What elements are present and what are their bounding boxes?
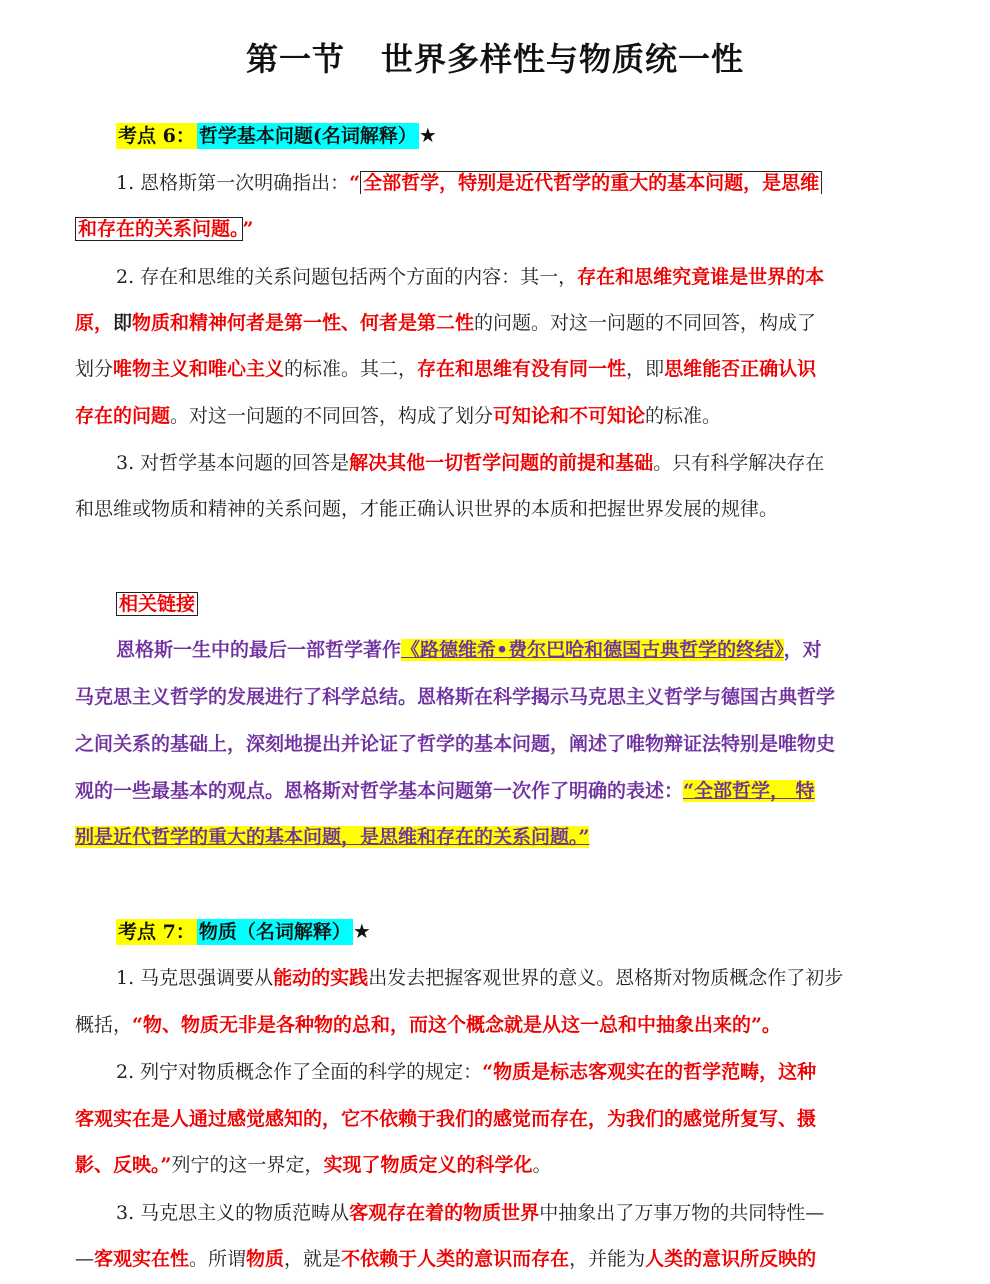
text: 。 [532, 1154, 552, 1176]
kaodian-7-heading [116, 916, 951, 947]
red-emphasis: 影、反映。” [75, 1154, 172, 1176]
related-link-line-1 [116, 635, 910, 665]
highlighted-quote: “全部哲学， 特 [683, 780, 815, 802]
paragraph-2-line-1 [116, 262, 910, 292]
text: 。只有科学解决存在 [653, 452, 825, 474]
section-name: 世界多样性与物质统一性 [381, 40, 745, 78]
red-emphasis: 存在和思维究竟谁是世界的本 [577, 266, 825, 288]
text: 2. 列宁对物质概念作了全面的科学的规定： [116, 1061, 483, 1083]
boxed-quote-part-1: 全部哲学，特别是近代哲学的重大的基本问题，是思维 [360, 171, 822, 194]
matter-paragraph-2-line-2 [75, 1104, 910, 1134]
matter-paragraph-2-line-3 [75, 1150, 910, 1180]
text: 即 [113, 312, 133, 334]
section-title [0, 34, 990, 80]
text: 。对这一问题的不同回答，构成了划分 [170, 405, 494, 427]
text: 之间关系的基础上，深刻地提出并论证了哲学的基本问题，阐述了唯物辩证法特别是唯物史 [75, 733, 836, 755]
red-emphasis: 客观存在着的物质世界 [349, 1202, 540, 1224]
kaodian-6-topic: 哲学基本问题(名词解释） [198, 125, 417, 147]
text: ，就是 [284, 1248, 342, 1270]
red-emphasis: “物、物质无非是各种物的总和，而这个概念就是从这一总和中抽象出来的”。 [132, 1014, 781, 1036]
book-title: 《路德维希•费尔巴哈和德国古典哲学的终结》 [401, 639, 784, 661]
section-number: 第一节 [245, 40, 345, 78]
red-emphasis: 客观实在性 [94, 1248, 190, 1270]
kaodian-6-heading [116, 120, 951, 151]
paragraph-2-line-2 [75, 308, 910, 338]
red-emphasis: 唯物主义和唯心主义 [113, 358, 285, 380]
text: 3. 对哲学基本问题的回答是 [116, 452, 350, 474]
text: 1. 马克思强调要从 [116, 967, 274, 989]
text: 的问题。对这一问题的不同回答，构成了 [474, 312, 817, 334]
kaodian-6-label: 考点 6： [118, 125, 195, 147]
text: ，并能为 [569, 1248, 646, 1270]
paragraph-3-line-2 [75, 494, 910, 524]
star-icon: ★ [352, 919, 371, 943]
related-link-line-4 [75, 776, 910, 806]
red-emphasis: 人类的意识所反映的 [645, 1248, 817, 1270]
text: ，即 [626, 358, 665, 380]
kaodian-7-label: 考点 7： [118, 921, 195, 943]
red-emphasis: 实现了物质定义的科学化 [323, 1154, 533, 1176]
related-link-label: 相关链接 [116, 592, 198, 616]
paragraph-1-line-2 [75, 214, 910, 244]
red-emphasis: 解决其他一切哲学问题的前提和基础 [349, 452, 654, 474]
red-emphasis: 能动的实践 [273, 967, 369, 989]
text: 的标准。 [645, 405, 722, 427]
text: 概括， [75, 1014, 133, 1036]
red-emphasis: 物质和精神何者是第一性、何者是第二性 [132, 312, 475, 334]
red-emphasis: 物质 [246, 1248, 285, 1270]
matter-paragraph-3-line-2 [75, 1244, 910, 1274]
quote-open: “ [349, 172, 361, 194]
red-emphasis: 思维能否正确认识 [664, 358, 817, 380]
related-link-heading [116, 589, 951, 619]
kaodian-7-topic: 物质（名词解释） [198, 921, 351, 943]
highlighted-quote: 别是近代哲学的重大的基本问题，是思维和存在的关系问题。” [75, 826, 590, 848]
text: 马克思主义哲学的发展进行了科学总结。恩格斯在科学揭示马克思主义哲学与德国古典哲学 [75, 686, 836, 708]
red-emphasis: 原， [75, 312, 114, 334]
red-emphasis: 客观实在是人通过感觉感知的，它不依赖于我们的感觉而存在，为我们的感觉所复写、摄 [75, 1108, 817, 1130]
related-link-line-3 [75, 729, 910, 759]
paragraph-1-line-1 [116, 168, 910, 198]
text: 的标准。其二， [284, 358, 418, 380]
paragraph-2-line-4 [75, 401, 910, 431]
quote-close: ” [242, 218, 254, 240]
text: 。所谓 [189, 1248, 247, 1270]
text: 和思维或物质和精神的关系问题，才能正确认识世界的本质和把握世界发展的规律。 [75, 498, 779, 520]
matter-paragraph-1-line-2 [75, 1010, 910, 1040]
text: — [75, 1248, 94, 1270]
text: 3. 马克思主义的物质范畴从 [116, 1202, 350, 1224]
paragraph-2-line-3 [75, 354, 910, 384]
boxed-quote-part-2: 和存在的关系问题。 [75, 217, 243, 241]
text: 恩格斯一生中的最后一部哲学著作 [116, 639, 402, 661]
text: 观的一些最基本的观点。恩格斯对哲学基本问题第一次作了明确的表述： [75, 780, 684, 802]
red-emphasis: 可知论和不可知论 [493, 405, 646, 427]
text: ，对 [783, 639, 822, 661]
red-emphasis: “物质是标志客观实在的哲学范畴，这种 [482, 1061, 817, 1083]
red-emphasis: 存在的问题 [75, 405, 171, 427]
matter-paragraph-1-line-1 [116, 963, 910, 993]
text: 1. 恩格斯第一次明确指出： [116, 172, 350, 194]
text: 中抽象出了万事万物的共同特性— [539, 1202, 825, 1224]
red-emphasis: 不依赖于人类的意识而存在 [341, 1248, 570, 1270]
related-link-line-5 [75, 822, 910, 852]
text: 2. 存在和思维的关系问题包括两个方面的内容：其一， [116, 266, 578, 288]
text: 出发去把握客观世界的意义。恩格斯对物质概念作了初步 [368, 967, 844, 989]
red-emphasis: 存在和思维有没有同一性 [417, 358, 627, 380]
paragraph-3-line-1 [116, 448, 910, 478]
matter-paragraph-2-line-1 [116, 1057, 910, 1087]
related-link-line-2 [75, 682, 910, 712]
matter-paragraph-3-line-1 [116, 1198, 910, 1228]
text: 划分 [75, 358, 114, 380]
text: 列宁的这一界定， [171, 1154, 324, 1176]
star-icon: ★ [418, 123, 437, 147]
